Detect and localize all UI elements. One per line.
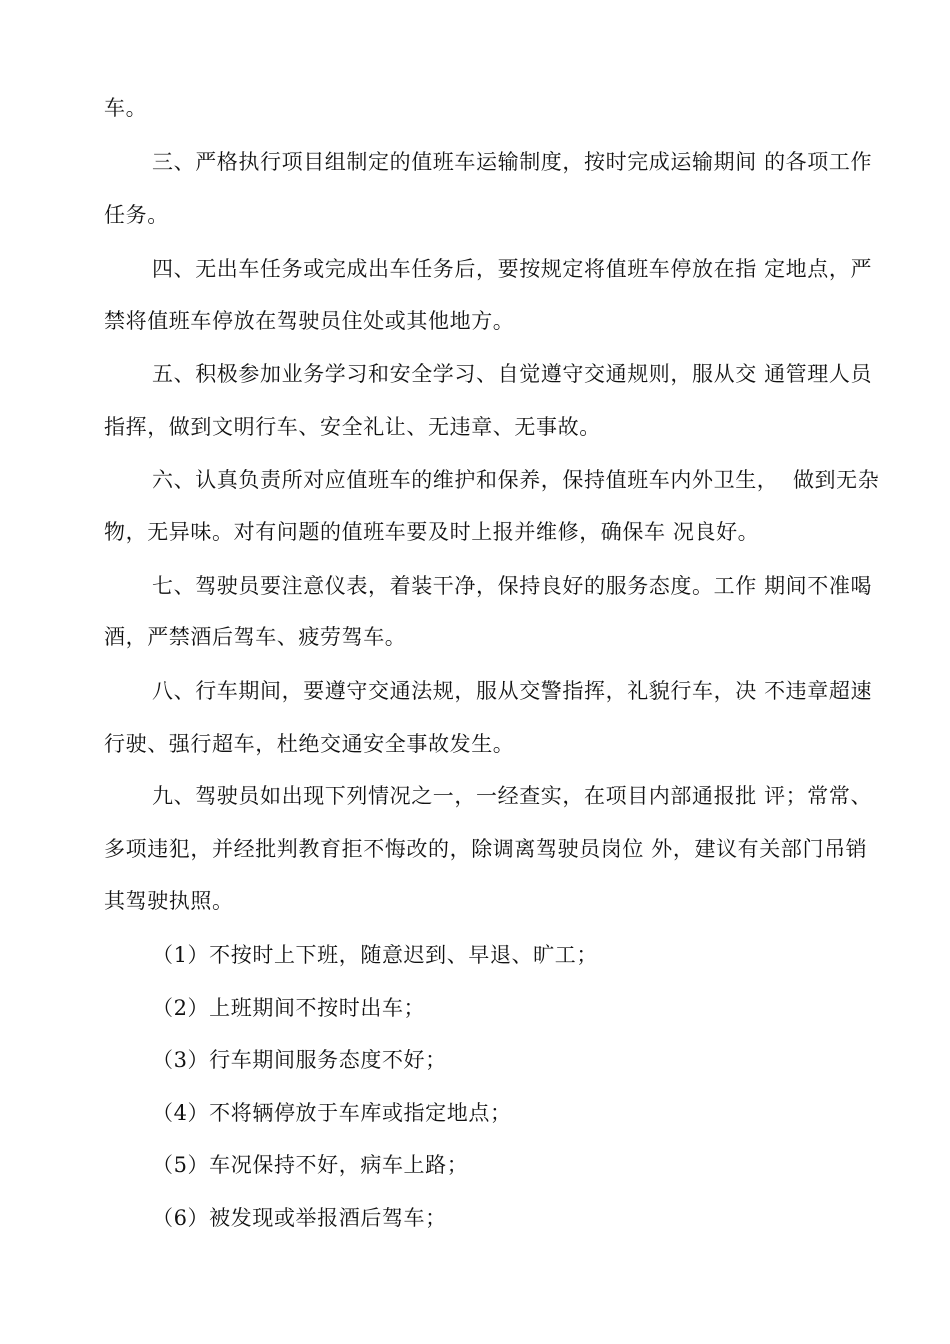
text-line: 物，无异味。对有问题的值班车要及时上报并维修，确保车 况良好。: [104, 520, 760, 544]
text-line: 指挥，做到文明行车、安全礼让、无违章、无事故。: [104, 415, 601, 439]
text-line: 四、无出车任务或完成出车任务后，要按规定将值班车停放在指 定地点，严: [152, 257, 873, 281]
list-item: （2）上班期间不按时出车；: [152, 996, 426, 1020]
text-line: 八、行车期间，要遵守交通法规，服从交警指挥，礼貌行车，决 不违章超速: [152, 679, 873, 703]
list-item: （1）不按时上下班，随意迟到、早退、旷工；: [152, 943, 598, 967]
list-item: （6）被发现或举报酒后驾车；: [152, 1206, 447, 1230]
text-line: 九、驾驶员如出现下列情况之一，一经查实，在项目内部通报批 评；常常、: [152, 784, 873, 808]
text-line: 七、驾驶员要注意仪表，着装干净，保持良好的服务态度。工作 期间不准喝: [152, 574, 873, 598]
text-line: 酒，严禁酒后驾车、疲劳驾车。: [104, 625, 407, 649]
text-line: 三、严格执行项目组制定的值班车运输制度，按时完成运输期间 的各项工作: [152, 150, 873, 174]
text-line: 五、积极参加业务学习和安全学习、自觉遵守交通规则，服从交 通管理人员: [152, 362, 873, 386]
text-line: 车。: [104, 96, 148, 120]
text-line: 任务。: [104, 203, 169, 227]
list-item: （3）行车期间服务态度不好；: [152, 1048, 447, 1072]
text-line: 禁将值班车停放在驾驶员住处或其他地方。: [104, 309, 515, 333]
text-line: 多项违犯，并经批判教育拒不悔改的，除调离驾驶员岗位 外，建议有关部门吊销: [104, 837, 868, 861]
list-item: （4）不将辆停放于车库或指定地点；: [152, 1101, 512, 1125]
text-line: 行驶、强行超车，杜绝交通安全事故发生。: [104, 732, 515, 756]
list-item: （5）车况保持不好，病车上路；: [152, 1153, 469, 1177]
text-line: 六、认真负责所对应值班车的维护和保养，保持值班车内外卫生， 做到无杂: [152, 468, 880, 492]
text-line: 其驾驶执照。: [104, 889, 234, 913]
